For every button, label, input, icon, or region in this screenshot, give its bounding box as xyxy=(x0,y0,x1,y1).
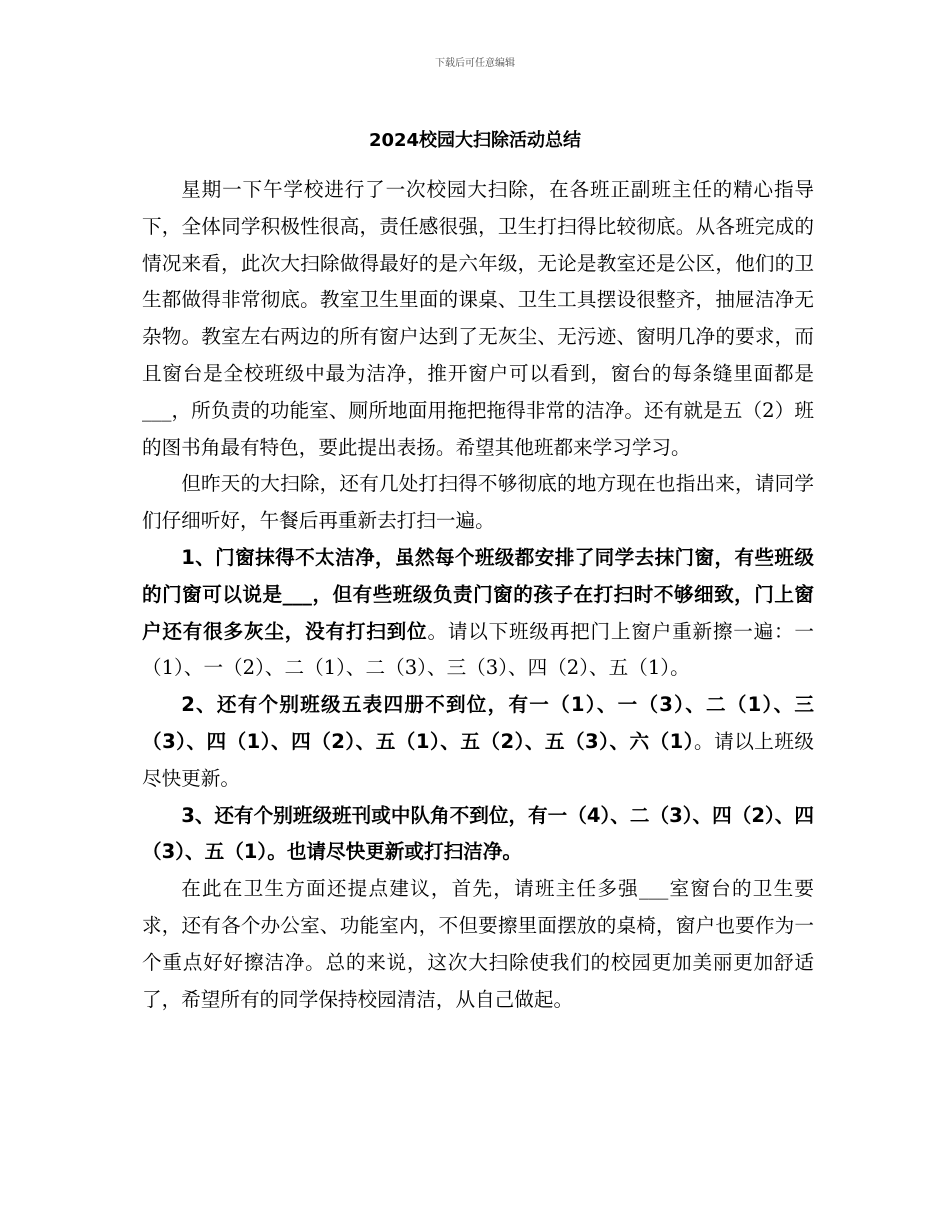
paragraph-text: 但昨天的大扫除，还有几处打扫得不够彻底的地方现在也指出来，请同学们仔细听好，午餐后再重新去打扫一遍。 xyxy=(142,472,814,533)
paragraph-issue-3 xyxy=(142,798,814,872)
paragraph-issue-1 xyxy=(142,540,814,687)
paragraph-bold-text: 2、还有个别班级五表四册不到位，有一（1）、一（3）、二（1）、三（3）、四（1）、四（2）、五（1）、五（2）、五（3）、六（1） xyxy=(142,693,814,753)
document-body xyxy=(142,172,814,1018)
paragraph-text: 星期一下午学校进行了一次校园大扫除，在各班正副班主任的精心指导下，全体同学积极性很高，责任感很强，卫生打扫得比较彻底。从各班完成的情况来看，此次大扫除做得最好的是六年级，无论是教室还是公区，他们的卫生都做得非常彻底。教室卫生里面的课桌、卫生工具摆设很整齐，抽屉洁净无杂物。教室左右两边的所有窗户达到了无灰尘、无污迹、窗明几净的要求，而且窗台是全校班级中最为洁净，推开窗户可以看到，窗台的每条缝里面都是___，所负责的功能室、厕所地面用拖把拖得非常的洁净。还有就是五（2）班的图书角最有特色，要此提出表扬。希望其他班都来学习学习。 xyxy=(142,178,814,459)
paragraph-suggestion xyxy=(142,871,814,1018)
paragraph-intro-issues xyxy=(142,466,814,540)
paragraph-bold-text: 1、门窗抹得不太洁净，虽然每个班级都安排了同学去抹门窗，有些班级的门窗可以说是___，但有些班级负责门窗的孩子在打扫时不够细致，门上窗户还有很多灰尘，没有打扫到位 xyxy=(142,545,814,643)
paragraph-summary xyxy=(142,172,814,466)
paragraph-text: 。请以上班级尽快更新。 xyxy=(142,729,814,790)
paragraph-issue-2 xyxy=(142,687,814,797)
paragraph-bold-text: 3、还有个别班级班刊或中队角不到位，有一（4）、二（3）、四（2）、四（3）、五（1）。也请尽快更新或打扫洁净。 xyxy=(142,803,814,864)
paragraph-text: 。请以下班级再把门上窗户重新擦一遍：一（1）、一（2）、二（1）、二（3）、三（3）、四（2）、五（1）。 xyxy=(142,619,815,680)
header-note: 下载后可任意编辑 xyxy=(435,58,515,69)
paragraph-text: 在此在卫生方面还提点建议，首先，请班主任多强___室窗台的卫生要求，还有各个办公室、功能室内，不但要擦里面摆放的桌椅，窗户也要作为一个重点好好擦洁净。总的来说，这次大扫除使我们的校园更加美丽更加舒适了，希望所有的同学保持校园清洁，从自己做起。 xyxy=(142,877,814,1011)
document-title: 2024校园大扫除活动总结 xyxy=(368,130,582,151)
